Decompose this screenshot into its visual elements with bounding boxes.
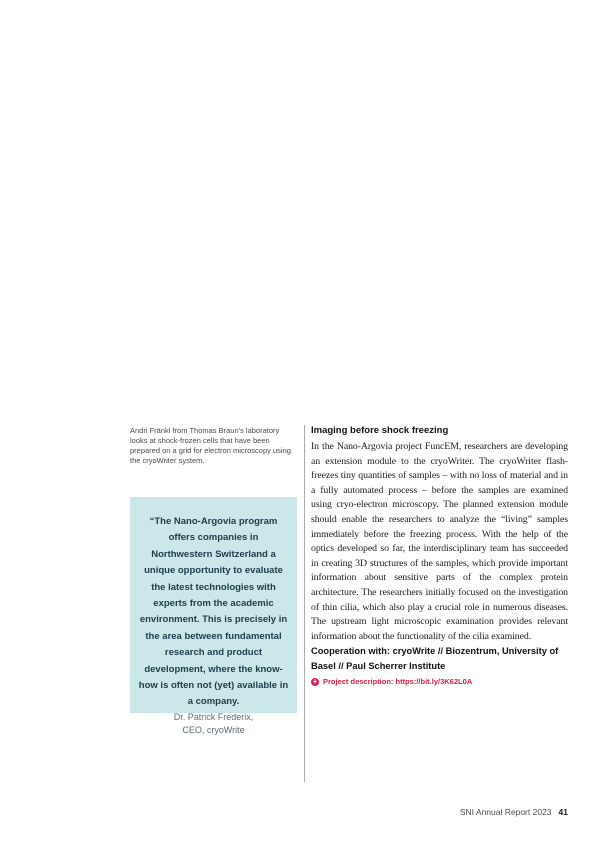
footer-report-title: SNI Annual Report 2023: [459, 807, 552, 817]
article-body: In the Nano-Argovia project FuncEM, researchers are developing an extension module to the cryoWriter. The cryoWriter flash-freezes tiny quantities of samples – with no loss of material and in a fully automated process – before the samples are examined using cryo-electron microscopy. The planned extension module should enable the researchers to analyze the “living” samples immediately before the freezing process. With the help of the optics developed so far, the interdisciplinary team has succeeded in creating 3D structures of the samples, which provide important information about sensitive parts of the complex protein architecture. The researchers initially focused on the investigation of thin cilia, which also play a crucial role in numerous diseases. The upstream light microscopic examination provides relevant information about the functionality of the cilia examined.: [311, 441, 568, 642]
article-column: [311, 425, 568, 686]
project-description-link[interactable]: [311, 677, 568, 686]
article-heading: Imaging before shock freezing: [311, 425, 449, 436]
quote-box: [130, 497, 297, 735]
quote-text: “The Nano-Argovia program offers companies in Northwestern Switzerland a unique opportunity to evaluate the latest technologies with experts from the academic environment. This is precisely in the area between fundamental research and product development, where the know-how is often not (yet) available in a company.: [138, 516, 289, 708]
page-footer: [460, 807, 568, 817]
footer-page-number: 41: [558, 807, 568, 817]
quote-attribution-role: CEO, cryoWrite: [182, 724, 245, 735]
photo-caption: Andri Fränkl from Thomas Braun's laboratory looks at shock-frozen cells that have been prepared on a grid for electron microscopy using the cryoWriter system.: [130, 426, 291, 465]
project-link-label: Project description: https://bit.ly/3K62L0A: [323, 677, 473, 687]
cooperation-line: Cooperation with: cryoWrite // Biozentrum, University of Basel // Paul Scherrer Institute: [311, 646, 559, 671]
quote-attribution-name: Dr. Patrick Frederix,: [173, 711, 254, 722]
column-divider: [304, 425, 305, 782]
plus-circle-icon: +: [312, 676, 318, 686]
